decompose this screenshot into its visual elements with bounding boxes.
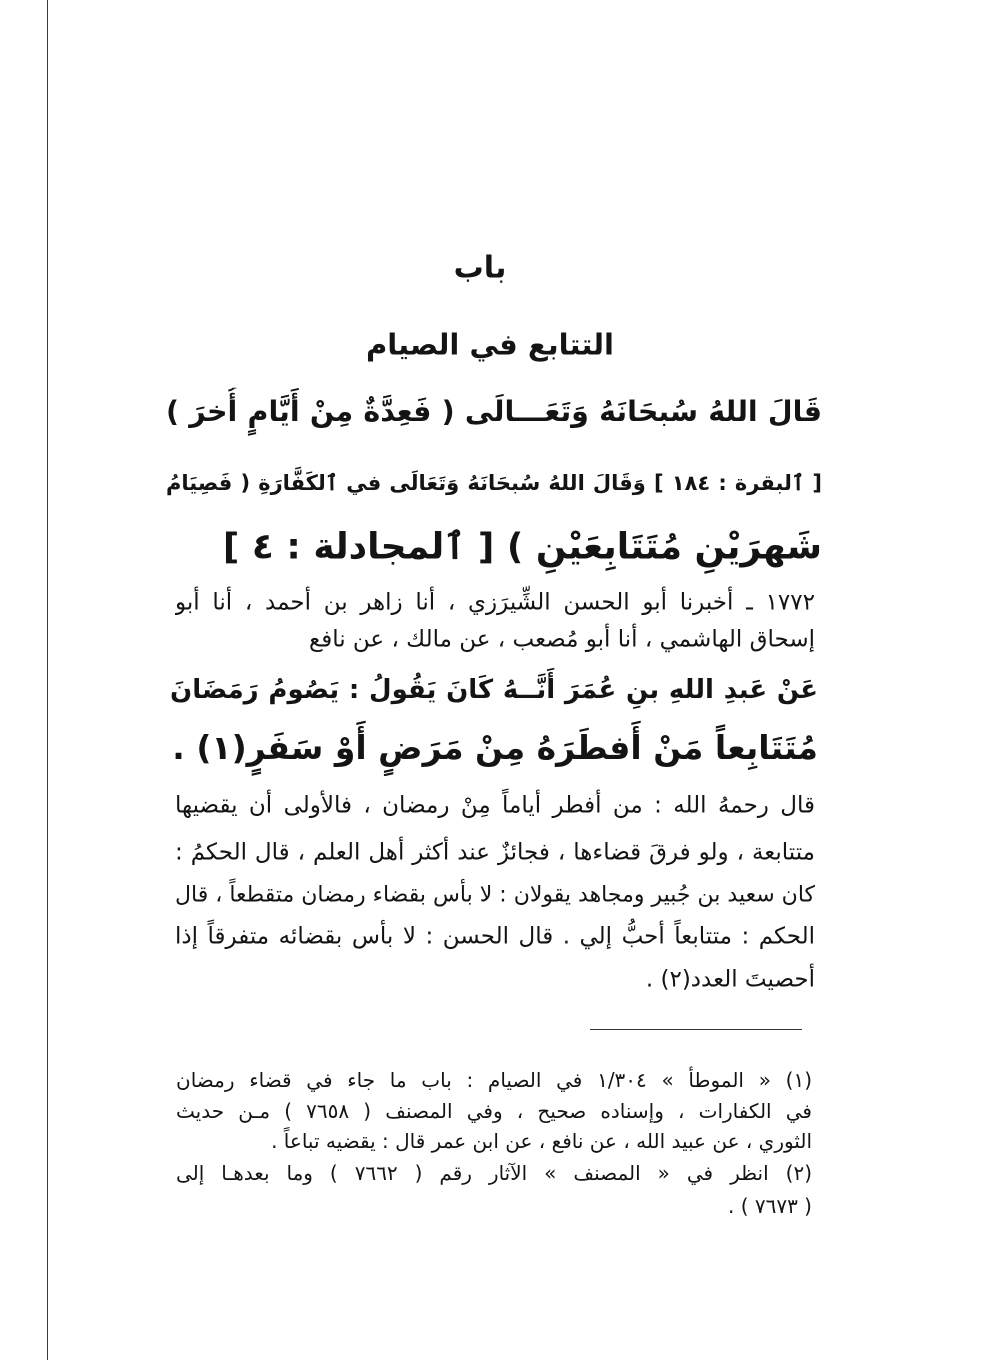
hadith-text-line: عَنْ عَبدِ اللهِ بنِ عُمَرَ أَنَّــهُ كَانَ يَقُولُ : يَصُومُ رَمَضَانَ	[170, 674, 818, 705]
chapter-title: التتابع في الصيام	[365, 327, 614, 362]
footnote-line: (١) « الموطأ » ١/٣٠٤ في الصيام : باب ما جاء في قضاء رمضان	[176, 1068, 812, 1092]
footnote-line: الثوري ، عن عبيد الله ، عن نافع ، عن ابن عمر قال : يقضيه تباعاً .	[271, 1129, 812, 1153]
verse-line: قَالَ اللهُ سُبحَانَهُ وَتَعَـــالَى ( فَعِدَّةٌ مِنْ أَيَّامٍ أُخرَ )	[166, 394, 822, 428]
footnote-line: (٢) انظر في « المصنف » الآثار رقم ( ٧٦٦٢ ) وما بعدهـا إلى	[176, 1161, 812, 1185]
commentary-line: الحكم : متتابعاً أحبُّ إلي . قال الحسن : لا بأس بقضائه متفرقاً إذا	[175, 923, 815, 950]
footnote-line: في الكفارات ، وإسناده صحيح ، وفي المصنف ( ٧٦٥٨ ) مـن حديث	[176, 1099, 812, 1123]
footnote-line: ( ٧٦٧٣ ) .	[727, 1194, 812, 1218]
commentary-line: قال رحمهُ الله : من أفطر أياماً مِنْ رمضان ، فالأولى أن يقضيها	[175, 792, 815, 819]
hadith-chain-line: ١٧٧٢ ـ أخبرنا أبو الحسن الشِّيرَزي ، أنا زاهر بن أحمد ، أنا أبو	[175, 589, 815, 616]
verse-line: شَهرَيْنِ مُتَتَابِعَيْنِ ) [ ٱلمجادلة : ٤ ]	[222, 526, 822, 568]
chapter-heading: باب	[453, 250, 507, 286]
commentary-line: متتابعة ، ولو فرقَ قضاءها ، فجائزٌ عند أكثر أهل العلم ، قال الحكمُ :	[175, 839, 815, 866]
hadith-text-line: مُتَتَابِعاً مَنْ أَفطَرَهُ مِنْ مَرَضٍ أَوْ سَفَرٍ(١) .	[172, 727, 818, 767]
footnote-separator	[590, 1029, 802, 1030]
commentary-line: أحصيتَ العدد(٢) .	[645, 966, 815, 993]
verse-line: [ ٱلبقرة : ١٨٤ ] وَقَالَ اللهُ سُبحَانَهُ وَتَعَالَى في ٱلكَفَّارَةِ ( فَصِيَامُ	[166, 471, 822, 496]
commentary-line: كان سعيد بن جُبير ومجاهد يقولان : لا بأس بقضاء رمضان متقطعاً ، قال	[175, 882, 815, 908]
page-edge-line	[47, 0, 48, 1360]
hadith-chain-line: إسحاق الهاشمي ، أنا أبو مُصعب ، عن مالك ، عن نافع	[308, 626, 815, 653]
